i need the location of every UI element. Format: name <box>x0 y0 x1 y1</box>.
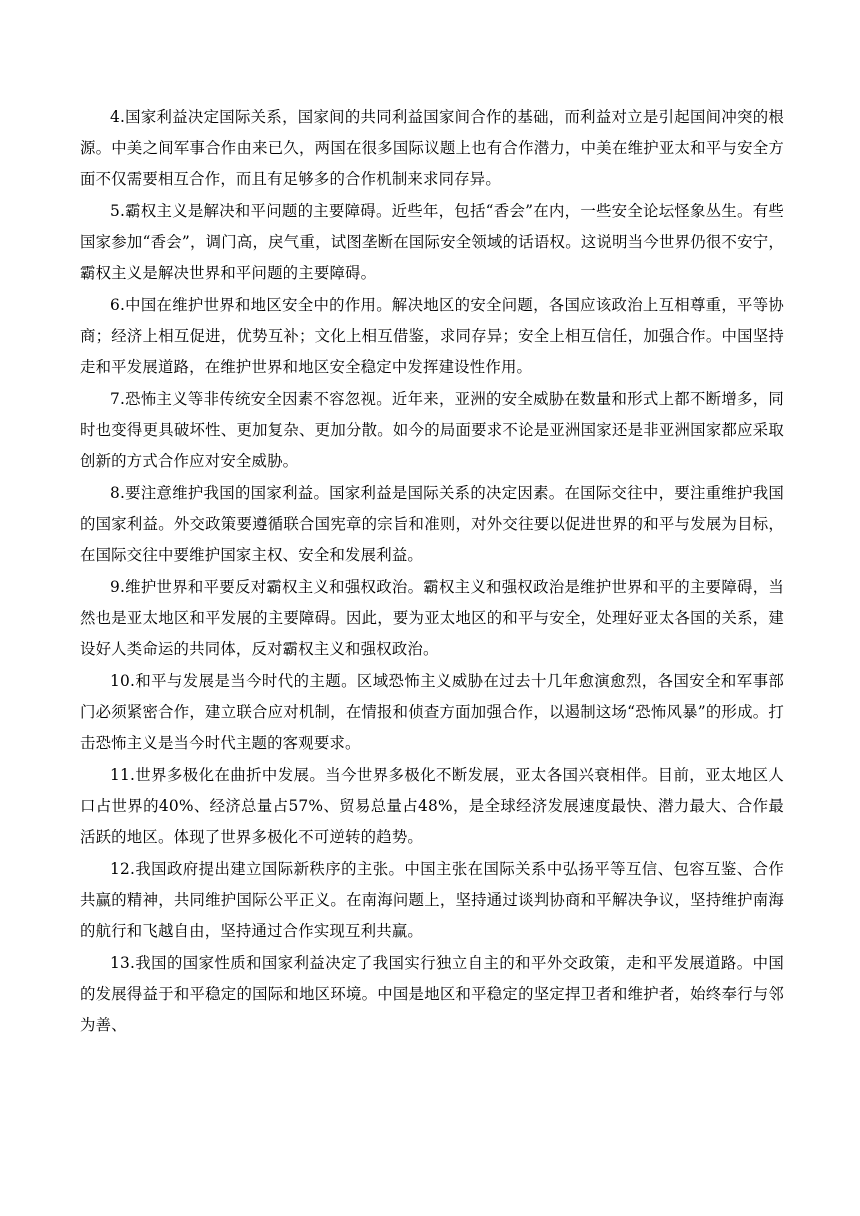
paragraph-4: 4.国家利益决定国际关系，国家间的共同利益国家间合作的基础，而利益对立是引起国间冲突的根源。中美之间军事合作由来已久，两国在很多国际议题上也有合作潜力，中美在维护亚太和平与安全方面不仅需要相互合作，而且有足够多的合作机制来求同存异。 <box>80 108 784 188</box>
document-body <box>80 102 784 1042</box>
paragraph-11: 11.世界多极化在曲折中发展。当今世界多极化不断发展，亚太各国兴衰相伴。目前，亚太地区人口占世界的40%、经济总量占57%、贸易总量占48%，是全球经济发展速度最快、潜力最大、合作最活跃的地区。体现了世界多极化不可逆转的趋势。 <box>80 766 784 846</box>
paragraph-5: 5.霸权主义是解决和平问题的主要障碍。近些年，包括“香会”在内，一些安全论坛怪象丛生。有些国家参加“香会”，调门高，戾气重，试图垄断在国际安全领域的话语权。这说明当今世界仍很不安宁，霸权主义是解决世界和平问题的主要障碍。 <box>80 202 784 282</box>
paragraph-13: 13.我国的国家性质和国家利益决定了我国实行独立自主的和平外交政策，走和平发展道路。中国的发展得益于和平稳定的国际和地区环境。中国是地区和平稳定的坚定捍卫者和维护者，始终奉行与邻为善、 <box>80 954 784 1034</box>
paragraph-12: 12.我国政府提出建立国际新秩序的主张。中国主张在国际关系中弘扬平等互信、包容互鉴、合作共赢的精神，共同维护国际公平正义。在南海问题上，坚持通过谈判协商和平解决争议，坚持维护南海的航行和飞越自由，坚持通过合作实现互利共赢。 <box>80 860 784 940</box>
paragraph-8: 8.要注意维护我国的国家利益。国家利益是国际关系的决定因素。在国际交往中，要注重维护我国的国家利益。外交政策要遵循联合国宪章的宗旨和准则，对外交往要以促进世界的和平与发展为目标，在国际交往中要维护国家主权、安全和发展利益。 <box>80 484 784 564</box>
paragraph-9: 9.维护世界和平要反对霸权主义和强权政治。霸权主义和强权政治是维护世界和平的主要障碍，当然也是亚太地区和平发展的主要障碍。因此，要为亚太地区的和平与安全，处理好亚太各国的关系，建设好人类命运的共同体，反对霸权主义和强权政治。 <box>80 578 784 658</box>
paragraph-6: 6.中国在维护世界和地区安全中的作用。解决地区的安全问题，各国应该政治上互相尊重，平等协商；经济上相互促进，优势互补；文化上相互借鉴，求同存异；安全上相互信任，加强合作。中国坚持走和平发展道路，在维护世界和地区安全稳定中发挥建设性作用。 <box>80 296 784 376</box>
paragraph-7: 7.恐怖主义等非传统安全因素不容忽视。近年来，亚洲的安全威胁在数量和形式上都不断增多，同时也变得更具破坏性、更加复杂、更加分散。如今的局面要求不论是亚洲国家还是非亚洲国家都应采取创新的方式合作应对安全威胁。 <box>80 390 784 470</box>
paragraph-10: 10.和平与发展是当今时代的主题。区域恐怖主义威胁在过去十几年愈演愈烈，各国安全和军事部门必须紧密合作，建立联合应对机制，在情报和侦查方面加强合作，以遏制这场“恐怖风暴”的形成。打击恐怖主义是当今时代主题的客观要求。 <box>80 672 784 752</box>
